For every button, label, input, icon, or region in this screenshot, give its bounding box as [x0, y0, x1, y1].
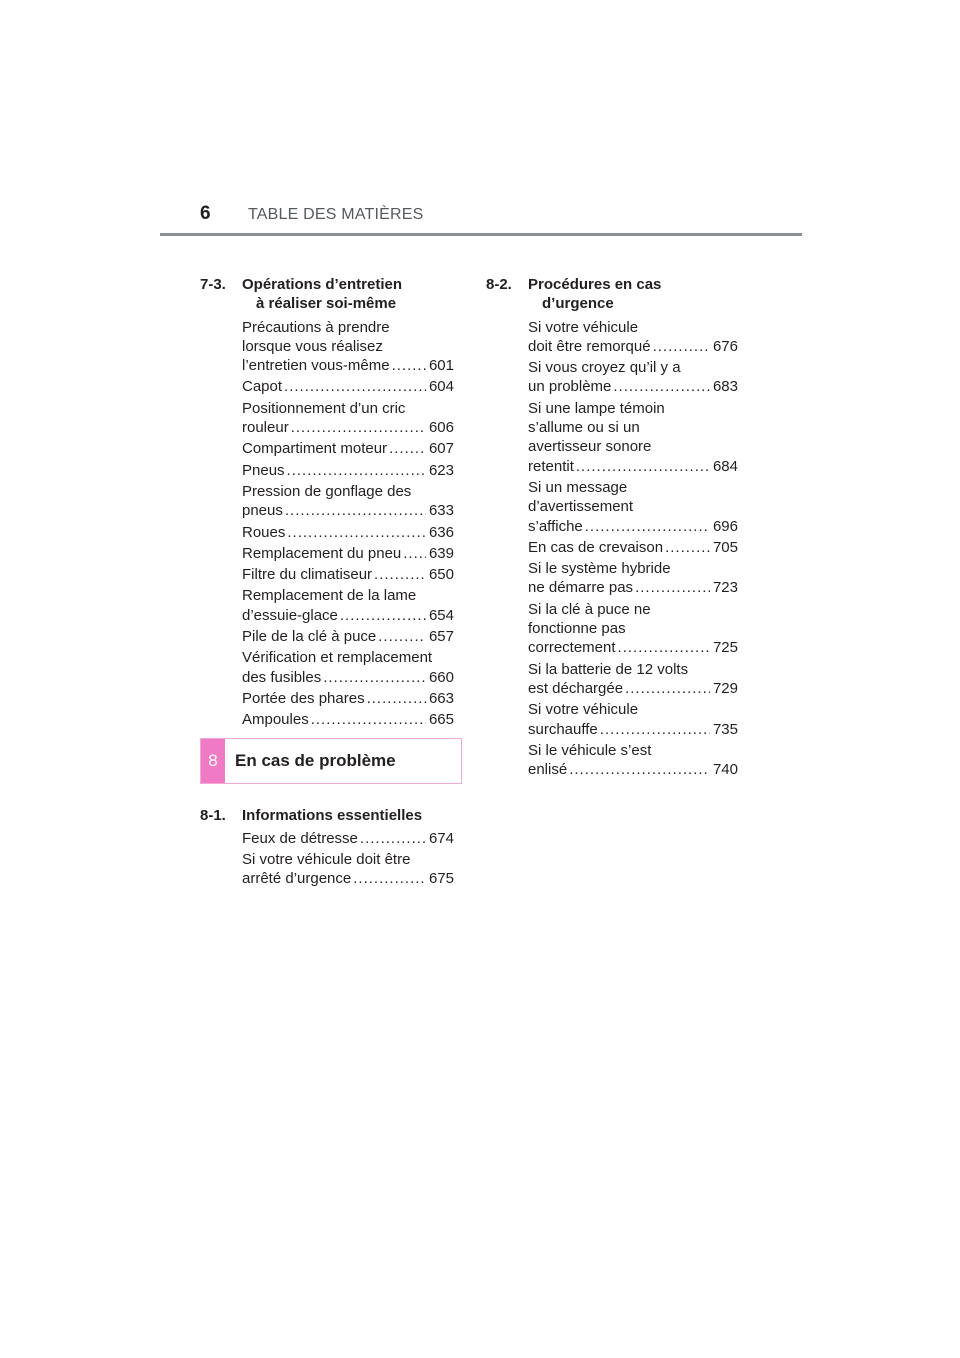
toc-entry[interactable]	[242, 689, 454, 708]
toc-entry-line: d’avertissement	[528, 498, 634, 516]
toc-entry-text: Capot	[242, 378, 283, 396]
toc-entry[interactable]	[242, 710, 454, 729]
toc-section-8-1	[200, 806, 454, 889]
toc-entry-final-line	[242, 544, 454, 563]
toc-entry-line: Positionnement d’un cric	[242, 399, 406, 417]
toc-page-number: 639	[428, 544, 454, 562]
toc-entry-line: fonctionne pas	[528, 620, 626, 638]
toc-entry-line: Si le véhicule s’est	[528, 741, 652, 759]
section-title	[242, 806, 454, 825]
toc-entry[interactable]	[242, 399, 454, 438]
toc-entry[interactable]	[242, 829, 454, 848]
toc-entry[interactable]	[528, 660, 738, 699]
toc-entry-line: Si un message	[528, 478, 628, 496]
toc-entry[interactable]	[242, 523, 454, 542]
dot-leader	[374, 565, 426, 584]
toc-entry-final-line	[528, 760, 738, 779]
dot-leader	[367, 689, 426, 708]
page-number: 6	[200, 203, 211, 224]
toc-entry-final-line	[528, 720, 738, 739]
section-title	[528, 275, 738, 314]
toc-entry[interactable]	[528, 538, 738, 557]
toc-entry-text: des fusibles	[242, 668, 322, 686]
toc-entry-final-line	[242, 377, 454, 396]
toc-entry-text: l’entretien vous-même	[242, 357, 390, 375]
toc-entry-line: Si le système hybride	[528, 560, 671, 578]
toc-entry-final-line	[242, 668, 454, 687]
toc-entry-text: correctement	[528, 639, 616, 657]
toc-entry-final-line	[528, 457, 738, 476]
toc-page-number: 601	[428, 357, 454, 375]
header-divider	[160, 233, 802, 236]
dot-leader	[392, 356, 426, 375]
toc-entry-text: retentit	[528, 457, 574, 475]
toc-entry-text: Feux de détresse	[242, 829, 358, 847]
dot-leader	[665, 538, 710, 557]
dot-leader	[635, 578, 710, 597]
toc-entry-text: doit être remorqué	[528, 337, 651, 355]
toc-entry-final-line	[242, 869, 454, 888]
dot-leader	[618, 638, 710, 657]
toc-entry-final-line	[528, 517, 738, 536]
toc-entry-text: Roues	[242, 523, 286, 541]
toc-entry[interactable]	[242, 482, 454, 521]
toc-page-number: 723	[712, 579, 738, 597]
dot-leader	[287, 461, 426, 480]
toc-entry-final-line	[242, 565, 454, 584]
toc-entry[interactable]	[242, 648, 454, 687]
toc-entry[interactable]	[242, 377, 454, 396]
toc-entry-final-line	[242, 710, 454, 729]
toc-entry-line: lorsque vous réalisez	[242, 337, 383, 355]
toc-page-number: 657	[428, 628, 454, 646]
toc-page-number: 607	[428, 440, 454, 458]
dot-leader	[600, 720, 710, 739]
toc-entry-text: s’affiche	[528, 517, 583, 535]
toc-entry[interactable]	[528, 741, 738, 780]
toc-entry-final-line	[528, 538, 738, 557]
toc-entry-line: Si votre véhicule doit être	[242, 851, 411, 869]
section-number: 8-1.	[200, 806, 226, 824]
toc-entry-text: arrêté d’urgence	[242, 870, 352, 888]
toc-entry-text: Portée des phares	[242, 689, 365, 707]
toc-entry-final-line	[242, 356, 454, 375]
toc-entry[interactable]	[242, 565, 454, 584]
toc-entry-text: Pneus	[242, 461, 285, 479]
dot-leader	[284, 377, 426, 396]
toc-entry-text: surchauffe	[528, 720, 598, 738]
toc-entry-line: Si votre véhicule	[528, 318, 639, 336]
toc-entry-line: Précautions à prendre	[242, 318, 390, 336]
toc-right-column	[486, 275, 738, 781]
toc-section-7-3	[200, 275, 454, 730]
toc-entry[interactable]	[242, 850, 454, 889]
toc-page-number: 676	[712, 337, 738, 355]
toc-entry-final-line	[528, 337, 738, 356]
chapter-title: En cas de problème	[235, 750, 396, 770]
toc-entry-text: ne démarre pas	[528, 579, 634, 597]
dot-leader	[653, 337, 710, 356]
toc-page-number: 675	[428, 870, 454, 888]
section-title-line: Opérations d’entretien	[242, 276, 403, 293]
chapter-tab-8[interactable]	[200, 738, 462, 784]
toc-entry-final-line	[242, 606, 454, 625]
page-header	[160, 203, 802, 235]
toc-page-number: 684	[712, 457, 738, 475]
section-title-line: Informations essentielles	[242, 806, 423, 824]
toc-entry-line: Pression de gonflage des	[242, 482, 412, 500]
toc-page-number: 705	[712, 538, 738, 556]
toc-entry[interactable]	[242, 318, 454, 376]
toc-page-number: 650	[428, 566, 454, 584]
section-title-line: à réaliser soi-même	[256, 295, 397, 313]
section-number: 7-3.	[200, 276, 226, 293]
toc-entry-text: Remplacement du pneu	[242, 544, 402, 562]
toc-page-number: 663	[428, 689, 454, 707]
toc-entry-final-line	[242, 829, 454, 848]
toc-page-number: 636	[428, 523, 454, 541]
dot-leader	[625, 679, 710, 698]
toc-entry[interactable]	[528, 358, 738, 397]
toc-page-number: 604	[428, 378, 454, 396]
toc-entry-final-line	[242, 501, 454, 520]
toc-page-number: 735	[712, 720, 738, 738]
toc-entry-text: Ampoules	[242, 711, 309, 729]
toc-entry-line: Si la batterie de 12 volts	[528, 660, 689, 678]
toc-page-number: 623	[428, 461, 454, 479]
toc-page-number: 606	[428, 419, 454, 437]
toc-entry[interactable]	[528, 559, 738, 598]
toc-entry-text: rouleur	[242, 419, 289, 437]
toc-entry-text: un problème	[528, 378, 612, 396]
toc-page-number: 740	[712, 761, 738, 779]
toc-entry[interactable]	[528, 399, 738, 476]
dot-leader	[311, 710, 426, 729]
toc-page-number: 725	[712, 639, 738, 657]
toc-entry-final-line	[528, 578, 738, 597]
toc-entry-text: Pile de la clé à puce	[242, 628, 377, 646]
toc-entry[interactable]	[242, 586, 454, 625]
section-heading	[486, 275, 738, 314]
toc-page-number: 654	[428, 606, 454, 624]
section-title-line: d’urgence	[542, 295, 614, 313]
toc-entry[interactable]	[242, 461, 454, 480]
toc-entry-final-line	[242, 523, 454, 542]
dot-leader	[291, 418, 426, 437]
toc-entry-line: s’allume ou si un	[528, 419, 640, 437]
toc-entry-final-line	[242, 439, 454, 458]
toc-page-number: 633	[428, 502, 454, 520]
chapter-number: 8	[201, 739, 225, 783]
toc-entry-final-line	[528, 679, 738, 698]
toc-entry[interactable]	[242, 439, 454, 458]
toc-entry[interactable]	[242, 627, 454, 646]
toc-section-8-2	[486, 275, 738, 779]
dot-leader	[353, 869, 426, 888]
toc-entry-final-line	[242, 689, 454, 708]
section-heading	[200, 806, 454, 825]
toc-entry[interactable]	[528, 318, 738, 357]
toc-entry-final-line	[528, 638, 738, 657]
toc-entry-final-line	[242, 418, 454, 437]
toc-entry-final-line	[242, 627, 454, 646]
toc-entry-text: Compartiment moteur	[242, 440, 388, 458]
toc-left-column	[200, 275, 454, 891]
toc-entry-final-line	[242, 461, 454, 480]
page-title: TABLE DES MATIÈRES	[248, 206, 424, 223]
dot-leader	[389, 439, 426, 458]
toc-entry[interactable]	[528, 478, 738, 536]
toc-entry-final-line	[528, 377, 738, 396]
toc-page-number: 729	[712, 679, 738, 697]
section-heading	[200, 275, 454, 314]
section-title-line: Procédures en cas	[528, 276, 662, 293]
toc-entry[interactable]	[528, 700, 738, 739]
dot-leader	[323, 668, 426, 687]
dot-leader	[569, 760, 710, 779]
toc-entry-text: Filtre du climatiseur	[242, 566, 373, 584]
toc-entry-text: est déchargée	[528, 679, 624, 697]
toc-entry-line: Remplacement de la lame	[242, 587, 417, 605]
dot-leader	[613, 377, 710, 396]
section-title	[242, 275, 454, 314]
dot-leader	[378, 627, 426, 646]
toc-entry-text: d’essuie-glace	[242, 606, 338, 624]
toc-entry-line: Vérification et remplacement	[242, 649, 433, 667]
toc-page-number: 683	[712, 378, 738, 396]
toc-page-number: 696	[712, 517, 738, 535]
dot-leader	[340, 606, 426, 625]
dot-leader	[285, 501, 426, 520]
dot-leader	[576, 457, 710, 476]
toc-entry-line: Si votre véhicule	[528, 701, 639, 719]
toc-entry-line: avertisseur sonore	[528, 438, 652, 456]
toc-entry[interactable]	[242, 544, 454, 563]
section-number: 8-2.	[486, 276, 512, 293]
dot-leader	[287, 523, 426, 542]
toc-page-number: 674	[428, 829, 454, 847]
toc-entry-text: pneus	[242, 502, 283, 520]
toc-entry-line: Si vous croyez qu’il y a	[528, 359, 681, 377]
toc-entry[interactable]	[528, 600, 738, 658]
toc-page-number: 665	[428, 711, 454, 729]
toc-page-number: 660	[428, 668, 454, 686]
dot-leader	[360, 829, 426, 848]
dot-leader	[585, 517, 710, 536]
toc-entry-text: En cas de crevaison	[528, 538, 664, 556]
toc-entry-text: enlisé	[528, 761, 568, 779]
toc-entry-line: Si la clé à puce ne	[528, 600, 651, 618]
toc-entry-line: Si une lampe témoin	[528, 399, 665, 417]
dot-leader	[403, 544, 426, 563]
